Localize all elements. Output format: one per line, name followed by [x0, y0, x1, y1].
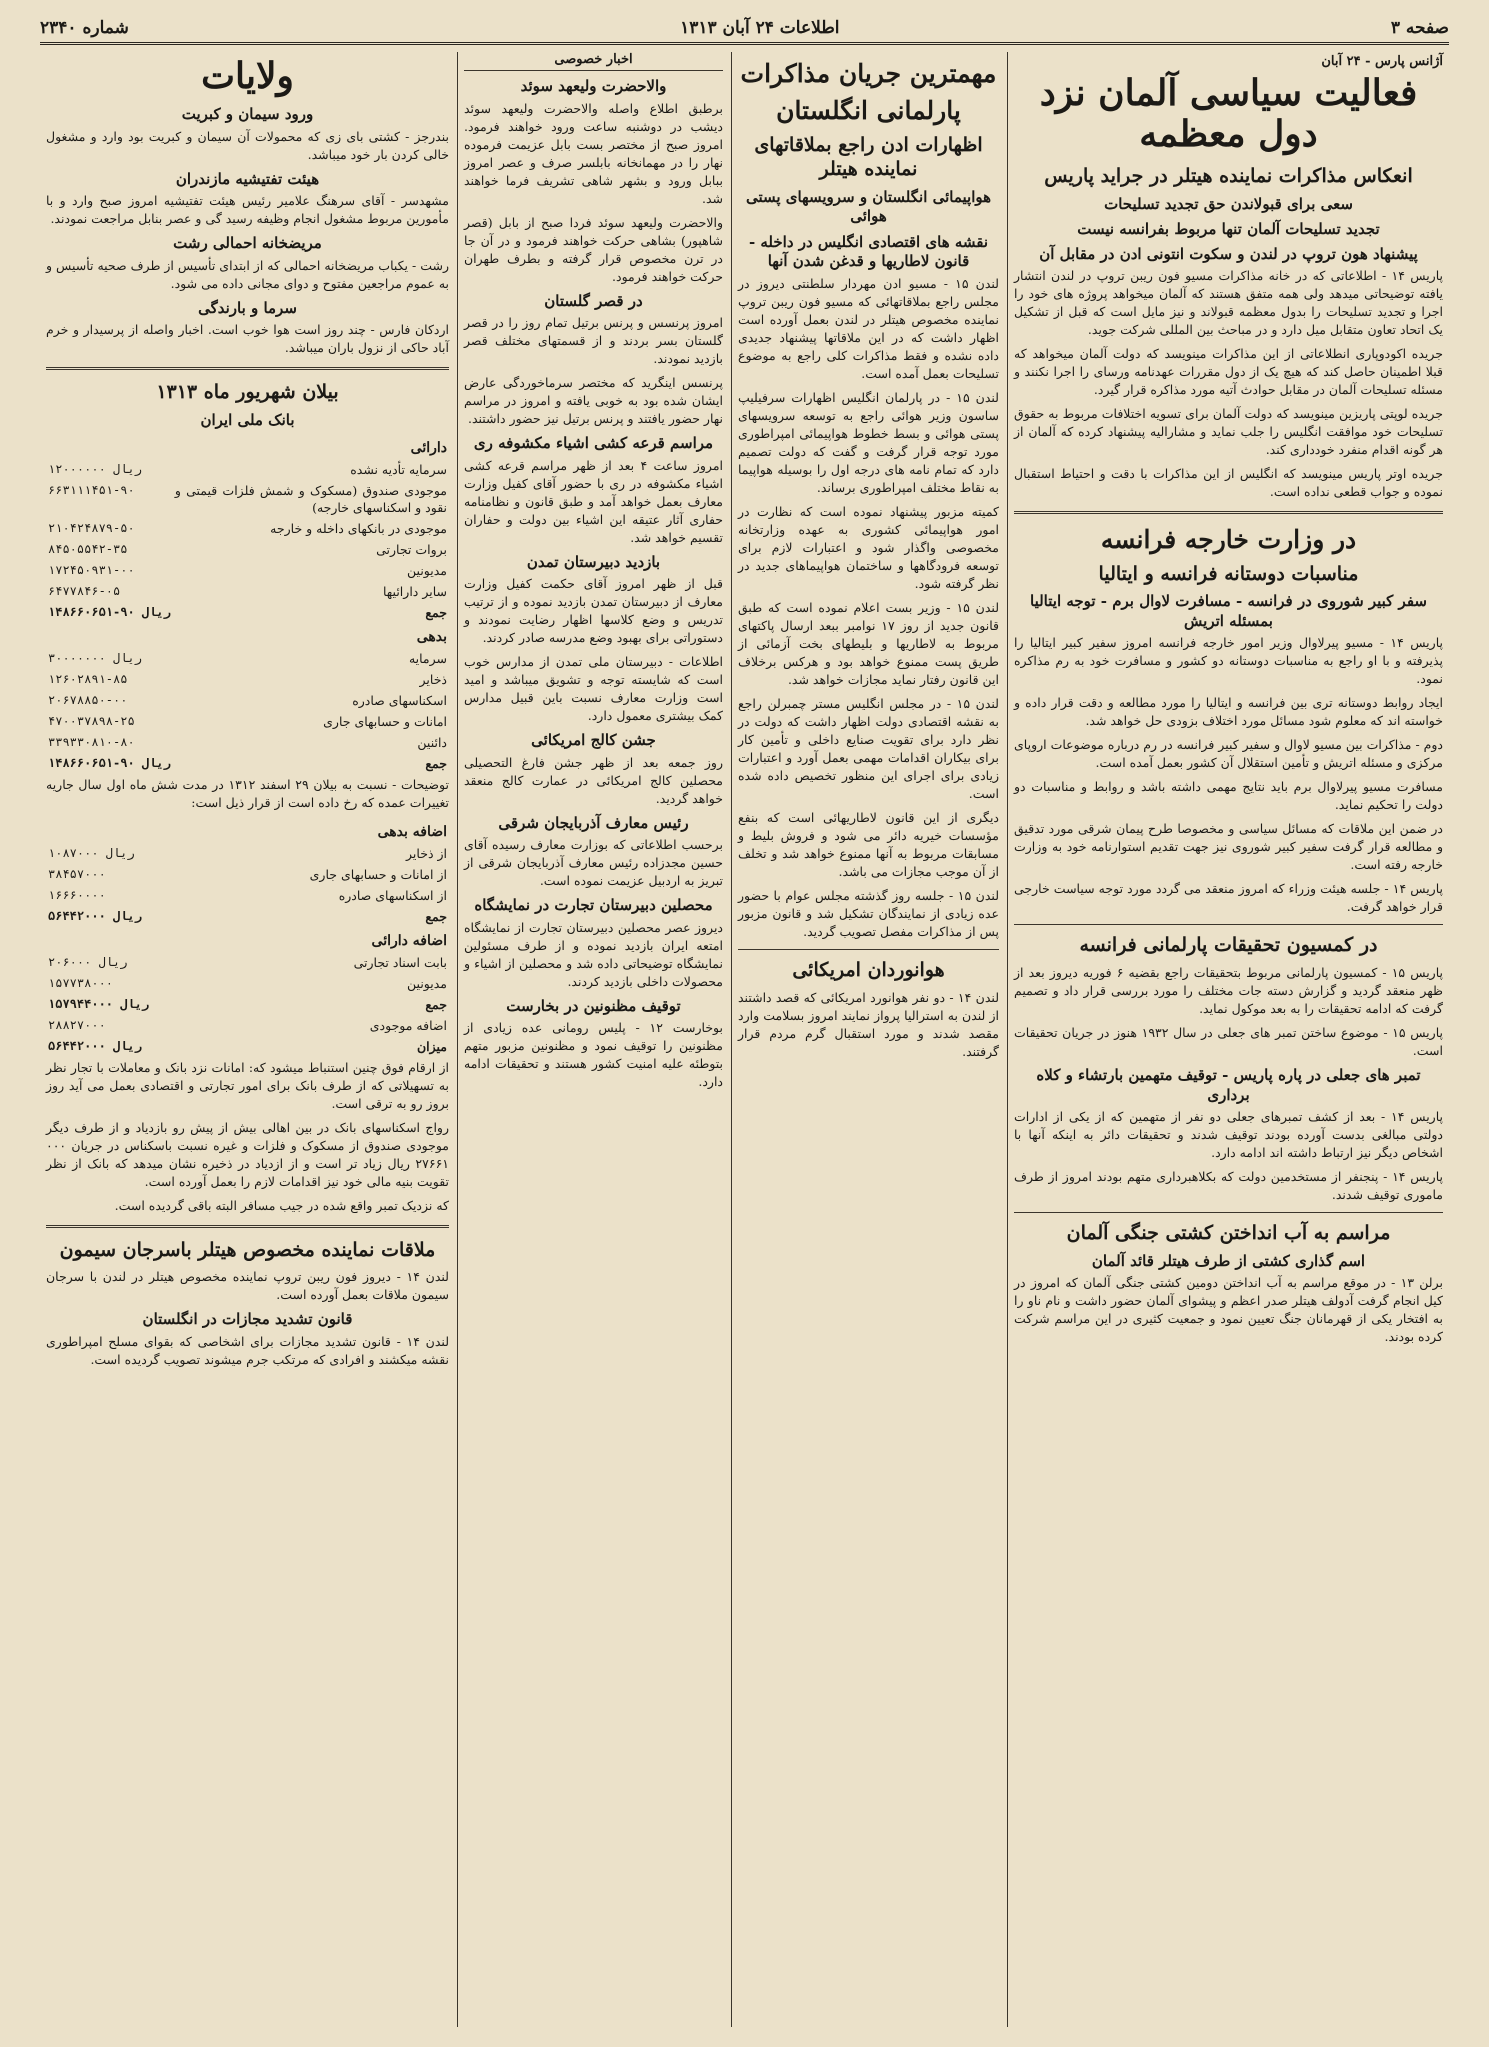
table-row: جمع ۱۵۷۹۴۴۰۰۰ ریال	[48, 996, 447, 1012]
article-paragraph: والاحضرت ولیعهد سوئد فردا صبح از بابل (قصر شاهپور) بشاهی حرکت خواهند فرمود و در آن جا در ترن مخصوص قرار گرفته و بطرف طهران حرکت خواهند فرمود.	[464, 214, 723, 284]
divider	[46, 367, 449, 370]
table-row: سرمایه تأدیه نشده ۱۲۰۰۰۰۰۰ ریال	[48, 461, 447, 477]
subhead-hitler-naming: اسم گذاری کشتی از طرف هیتلر قائد آلمان	[1091, 1251, 1366, 1270]
headline-parliament-line1: مهمترین جریان مذاکرات	[740, 59, 997, 88]
liabilities-table	[46, 623, 449, 774]
subhead-paris-press: انعکاس مذاکرات نماینده هیتلر در جراید پاریس	[1044, 164, 1413, 187]
article-paragraph: جریده لوپتی پاریزین مینویسد که دولت آلمان برای تسویه اختلافات مربوط به حقوق تسلیحات خود موافقت انگلیس را جلب نماید و مشارالیه پیشنهاد کرده که آلمان از هر گونه اقدام منفرد خودداری کند.	[1014, 406, 1443, 458]
table-row: جمع ۱۴۸۶۶۰۶۵۱-۹۰ ریال	[48, 755, 447, 771]
table-row: میزان ۵۶۴۴۲۰۰۰ ریال	[48, 1038, 447, 1054]
article-paragraph: برطبق اطلاع واصله والاحضرت ولیعهد سوئد دیشب در دوشنبه ساعت ورود خواهند فرمود. امروز صبح از مختصر بست بابل عزیمت فرموده نهار را در مهمانخانه بابلسر صرف و عصر امروز ببابل ورود و بشهر شاهی تشریف فرما خواهند شد.	[464, 100, 723, 206]
article-paragraph: لندن ۱۴ - دو نفر هوانورد امریکائی که قصد داشتند از لندن به استرالیا پرواز نمایند امروز بسلامت وارد مقصد شدند و مورد استقبال گرم مردم قرار گرفتند.	[738, 989, 999, 1059]
divider	[1014, 1212, 1443, 1213]
article-paragraph: در ضمن این ملاقات که مسائل سیاسی و مخصوصا طرح پیمان شرقی مورد تدقیق و مطالعه قرار گرفت سفیر کبیر شوروی نیز جهت تقدیم استوارنامه خود به وزارت خارجه رفته است.	[1014, 821, 1443, 873]
column-provinces	[40, 52, 455, 2027]
headline-lottery-rey: مراسم قرعه کشی اشیاء مکشوفه ری	[473, 434, 714, 452]
article-paragraph: که نزدیک تمبر واقع شده در جیب مسافر البته باقی گردیده است.	[114, 1197, 449, 1213]
divider	[738, 949, 999, 950]
article-paragraph: لندن ۱۵ - در پارلمان انگلیس اظهارات سرفیلیپ ساسون وزیر هوائی راجع به توسعه سرویسهای پستی هوائی و بسط خطوط هواپیمائی امپراطوری مورد توجه قرار گرفت و گفت که دولت تصمیم دارد که تمام نامه های درجه اول را بوسیله هواپیما به نقاط مختلف امپراطوری برساند.	[738, 389, 999, 495]
bank-balance-title: بیلان شهریور ماه ۱۳۱۳	[156, 381, 339, 404]
table-row: از ذخایر ۱۰۸۷۰۰۰ ریال	[48, 845, 447, 861]
headline-weather: سرما و بارندگی	[198, 298, 297, 317]
column-private-news	[457, 52, 729, 2027]
table-row: سایر دارائیها ۶۴۷۷۸۴۶-۰۵	[48, 583, 447, 599]
article-paragraph: مسافرت مسیو پیرلاوال برم باید نتایج مهمی داشته باشد و روابط و مناسبات دو دولت را تحکیم نماید.	[1014, 779, 1443, 813]
section-tag: اخبار خصوصی	[464, 52, 723, 71]
headline-inspection: هیئت تفتیشیه مازندران	[175, 169, 320, 188]
article-paragraph: لندن ۱۴ - دیروز فون ریبن تروپ نماینده مخصوص هیتلر در لندن با سرجان سیمون ملاقات بعمل آورده است.	[46, 1269, 449, 1303]
article-paragraph: دیگری از این قانون لاطاریهائی است که بنفع مؤسسات خیریه دائر می شود و فروش بلیط و مسابقات مربوط به آنها ممنوع خواهد شد و تخلف از آن موجب مجازات می باشد.	[738, 809, 999, 879]
headline-exhibition: محصلین دبیرستان تجارت در نمایشگاه	[474, 896, 713, 914]
article-paragraph: جریده اوتر پاریس مینویسد که انگلیس از این مذاکرات با دقت و احتیاط استقبال نموده و جواب قطعی نداده است.	[1014, 466, 1443, 500]
article-paragraph: پاریس ۱۴ - مسیو پیرلاوال وزیر امور خارجه فرانسه امروز سفیر کبیر ایتالیا را پذیرفته و با او راجع به مناسبات دوستانه دو کشور و مسافرت خود به رم مذاکره نمود.	[1014, 635, 1443, 687]
headline-american-aviators: هوانوردان امریکائی	[792, 958, 945, 981]
article-paragraph: پاریس ۱۵ - موضوع ساختن تمبر های جعلی در سال ۱۹۳۲ هنوز در جریان تحقیقات است.	[1014, 1025, 1443, 1059]
article-paragraph: دیروز عصر محصلین دبیرستان تجارت از نمایشگاه امتعه ایران بازدید نموده و از طرف مسئولین نمایشگاه توضیحاتی داده شد و محصلین از اشیاء و محصولات داخلی بازدید کردند.	[464, 919, 723, 989]
article-paragraph: جریده اکودوپاری انطلاعاتی از این مذاکرات مینویسد که دولت آلمان میخواهد که قبلا اطمینان حاصل کند که هیچ یک از دول مقررات عهدنامه ورسای را اجرا نکنند و مسئله تسلیحات آلمان در مقابل حوادث آتیه مورد مذاکره قرار گیرد.	[1014, 346, 1443, 398]
article-paragraph: رواج اسکناسهای بانک در بین اهالی بیش از پیش رو بازدیاد و از طرف دیگر موجودی صندوق از مسکوک و فلزات و غیره نسبت باسکناس در جریان ۰۰۰ ۲۷۶۶۱ ریال زیاد تر است و از ازدیاد در ذخیره نشان میدهد که بانک از نظر تقویت بنیه مالی خود نیز اقدامات لازم را بعمل آورده است.	[46, 1119, 449, 1189]
table-row: مدیونین ۱۵۷۷۳۸۰۰۰	[48, 975, 447, 991]
headline-bucharest: توقیف مظنونین در بخارست	[506, 996, 681, 1015]
headline-cement: ورود سیمان و کبریت	[181, 105, 314, 124]
article-paragraph: امروز ساعت ۴ بعد از ظهر مراسم قرعه کشی اشیاء مکشوفه در ری با حضور آقای کفیل وزارت معارف بعمل خواهد آمد و طبق قانون و نظامنامه حفاری آثار عتیقه این اشیاء بین دولت و حفاران تقسیم خواهد شد.	[464, 457, 723, 545]
headline-hospital: مریضخانه احمالی رشت	[173, 234, 322, 253]
article-paragraph: بوخارست ۱۲ - پلیس رومانی عده زیادی از مظنونین را توقیف نمود و مظنونین مزبور متهم بتوطئه علیه امنیت کشور هستند و تحقیقات ادامه دارد.	[464, 1020, 723, 1089]
headline-simon-meeting: ملاقات نماینده مخصوص هیتلر باسرجان سیمون	[59, 1238, 436, 1261]
subhead-ribbentrop: پیشنهاد هون تروپ در لندن و سکوت انتونی ادن در مقابل آن	[1039, 244, 1418, 263]
table-row: موجودی صندوق (مسکوک و شمش فلزات قیمتی و نقود و اسکناسهای خارجه) ۶۶۳۱۱۱۴۵۱-۹۰	[48, 482, 447, 515]
headline-tamadon-visit: بازدید دبیرستان تمدن	[526, 552, 661, 571]
article-paragraph: مشهدسر - آقای سرهنگ علامیر رئیس هیئت تفتیشیه امروز صبح وارد و با مأمورین مربوط مشغول انجام وظیفه رسید گی و عصر بنابل مراجعت نمودند.	[46, 193, 449, 227]
article-paragraph: رشت - یکباب مریضخانه احمالی که از ابتدای تأسیس از طرف صحیه تأسیس و به عموم مراجعین مفتوح و دوای مجانی داده می شود.	[46, 257, 449, 291]
article-paragraph: برلن ۱۳ - در موقع مراسم به آب انداختن دومین کشتی جنگی آلمان که امروز در کیل انجام گرفت آدولف هیتلر صدر اعظم و پیشوای آلمان حضور داشت و نام ناو را به افتخار یکی از قهرمانان جنگ تعیین نمود و جمعیت کثیری در این مراسم شرکت کرده بودند.	[1014, 1275, 1443, 1345]
table-row: جمع ۵۶۴۴۲۰۰۰ ریال	[48, 908, 447, 924]
increase-assets-table: اضافه دارائی بابت اسناد تجارتی ۲۰۶۰۰۰ ریال مدیونین ۱۵۷۷۳۸۰۰۰ جمع ۱۵۷۹۴۴۰۰۰ ریال اضافه موجودی ۲۸۸۲۷۰۰۰ میزان ۵۶۴۴۲۰۰۰ ریال	[46, 927, 449, 1057]
article-paragraph: کمیته مزبور پیشنهاد نموده است که نظارت در امور هواپیمائی کشوری به عهده وزارتخانه مخصوصی واگذار شود و اعتبارات لازم برای توسعه فرودگاهها و ساختمان هواپیماهای جدید در نظر گرفته شود.	[738, 503, 999, 591]
subhead-eden: اظهارات ادن راجع بملاقاتهای نماینده هیتلر	[754, 133, 983, 181]
table-row: اضافه موجودی ۲۸۸۲۷۰۰۰	[48, 1017, 447, 1033]
article-paragraph: روز جمعه بعد از ظهر جشن فارغ التحصیلی محصلین کالج امریکائی در عمارت کالج منعقد خواهد گردید.	[464, 754, 723, 806]
article-paragraph: پاریس ۱۴ - اطلاعاتی که در خانه مذاکرات مسیو فون ریبن تروپ در لندن انتشار یافته توضیحاتی میدهد ولی همه متفق هستند که آلمان میخواهد پروژه های خود را اجرا و تجدید تسلیحات را بدول معظمه قبولاند و نیز مایل است که قبل از تشکیل یک اتحاد تعاون متقابل میل دارد و در مباحث بین المللی شرکت جوید.	[1014, 268, 1443, 338]
table-row: اسکناسهای صادره ۲۰۶۷۸۸۵۰-۰۰	[48, 692, 447, 708]
table-row: امانات و حسابهای جاری ۴۷۰۰۳۷۸۹۸-۲۵	[48, 713, 447, 729]
article-paragraph: ایجاد روابط دوستانه تری بین فرانسه و ایتالیا را مورد مطالعه و دقت قرار داده و خواسته اند که معلوم شود مسائل مورد اختلاف بزودی حل خواهد شد.	[1014, 695, 1443, 729]
divider	[1014, 511, 1443, 514]
agency-tag: آژانس پارس - ۲۴ آبان	[1321, 54, 1443, 69]
article-paragraph: بندرجز - کشتی بای زی که محمولات آن سیمان و کبریت بود وارد و مشغول خالی کردن بار خود میباشد.	[46, 128, 449, 162]
headline-fake-stamps: تمبر های جعلی در پاره پاریس - توقیف متهمین بارتشاء و کلاه برداری	[1036, 1066, 1421, 1104]
article-paragraph: پاریس ۱۴ - بعد از کشف تمبرهای جعلی دو نفر از متهمین که از یکی از ادارات دولتی مبالغی بدست آورده بودند توقیف شدند و تحقیقات دائر به اینکه آنها با اشخاص دیگر نیز ارتباط داشته اند ادامه دارد.	[1014, 1109, 1443, 1161]
table-row: ذخایر ۱۲۶۰۲۸۹۱-۸۵	[48, 671, 447, 687]
article-paragraph: برحسب اطلاعاتی که بوزارت معارف رسیده آقای حسین مجدزاده رئیس معارف آذربایجان شرقی از تبریز به اردبیل عزیمت نموده است.	[464, 837, 723, 888]
article-paragraph: پاریس ۱۴ - جلسه هیئت وزراء که امروز منعقد می گردد مورد توجه سیاست خارجی قرار خواهد گرفت.	[1014, 881, 1444, 915]
article-paragraph: از ارقام فوق چنین استنباط میشود که: امانات نزد بانک و معاملات با تجار نظر به تسهیلاتی که از طرف بانک برای امور تجارتی و اقتصادی بعمل می آید روز بروز رو به ترقی است.	[46, 1059, 449, 1111]
table-row: جمع ۱۴۸۶۶۰۶۵۱-۹۰ ریال	[48, 604, 447, 620]
article-paragraph: اردکان فارس - چند روز است هوا خوب است. اخبار واصله از پرسیدار و خرم آباد حاکی از نزول باران میباشد.	[46, 322, 449, 356]
headline-warship: مراسم به آب انداختن کشتی جنگی آلمان	[1066, 1222, 1391, 1245]
headline-penalty-law: قانون تشدید مجازات در انگلستان	[142, 1310, 353, 1329]
subhead-not-only-france: تجدید تسلیحات آلمان تنها مربوط بفرانسه نیست	[1077, 219, 1380, 238]
table-row: از اسکناسهای صادره ۱۶۶۶۰۰۰۰	[48, 887, 447, 903]
subhead-france-italy: مناسبات دوستانه فرانسه و ایتالیا	[1098, 562, 1359, 585]
headline-crown-prince: والاحضرت ولیعهد سوئد	[520, 77, 667, 95]
article-paragraph: امروز پرنسس و پرنس برتیل تمام روز را در قصر گلستان بسر بردند و از قسمتهای مختلف قصر بازدید نمودند.	[464, 315, 723, 366]
article-paragraph: قبل از ظهر امروز آقای حکمت کفیل وزارت معارف از دبیرستان تمدن بازدید نموده و از ترتیب تدریس و وضع کلاسها اظهار رضایت نمودند و دستوراتی برای بهبود وضع مدرسه صادر کردند.	[464, 576, 723, 645]
table-row: سرمایه ۳۰۰۰۰۰۰۰ ریال	[48, 650, 447, 666]
article-paragraph: لندن ۱۴ - قانون تشدید مجازات برای اشخاصی که بقوای مسلح امپراطوری نقشه میکشند و افرادی که مرتکب جرم میشوند تصویب گردیده است.	[46, 1333, 449, 1367]
column-parliament	[731, 52, 1005, 2027]
issue-number: شماره ۲۳۴۰	[40, 18, 129, 38]
article-paragraph: لندن ۱۵ - وزیر بست اعلام نموده است که طبق قانون جدید از روز ۱۷ نوامبر ببعد ارسال پاکتهای مربوط به لاطاریها و بلیطهای بخت آزمائی از طریق پست ممنوع خواهد بود و هرکس برخلاف این قانون رفتار نماید مجازات خواهد شد.	[738, 599, 999, 687]
column-germany	[1007, 52, 1449, 2027]
balance-note: توضیحات - نسبت به بیلان ۲۹ اسفند ۱۳۱۲ در مدت شش ماه اول سال جاریه تغییرات عمده که رخ داده است از قرار ذیل است:	[46, 776, 449, 810]
article-paragraph: لندن ۱۵ - در مجلس انگلیس مستر چمبرلن راجع به نقشه اقتصادی دولت اظهار داشت که دولت در نظر دارد برای تقویت صنایع داخلی و تأمین کار برای بیکاران اقدامات مهمی بعمل آورد و اعتبارات زیادی برای اجرای این منظور تخصیص داده شده است.	[738, 695, 999, 801]
divider	[1014, 924, 1443, 925]
table-row: موجودی در بانکهای داخله و خارجه ۲۱۰۴۲۴۸۷۹-۵۰	[48, 520, 447, 536]
liabilities-heading: بدهی	[416, 628, 447, 645]
table-row: دائنین ۳۳۹۳۳۰۸۱۰-۸۰	[48, 734, 447, 750]
increase-liabilities-table: اضافه بدهی از ذخایر ۱۰۸۷۰۰۰ ریال از امانات و حسابهای جاری ۳۸۴۵۷۰۰۰ از اسکناسهای صادره ۱۶۶۶۰۰۰۰ جمع ۵۶۴۴۲۰۰۰ ریال	[46, 818, 449, 927]
table-row: بروات تجارتی ۸۴۵۰۵۵۴۲-۳۵	[48, 541, 447, 557]
divider	[46, 1225, 449, 1228]
headline-azerbaijan: رئیس معارف آذربایجان شرقی	[498, 813, 689, 832]
page-number: صفحه ۳	[1390, 18, 1449, 38]
article-paragraph: اطلاعات - دبیرستان ملی تمدن از مدارس خوب است که شایسته توجه و تشویق میباشد و امید است وزارت معارف نسبت باین قبیل مدارس کمک بیشتری معمول دارد.	[464, 654, 723, 723]
article-paragraph: پرنسس اینگرید که مختصر سرماخوردگی عارض ایشان شده بود به خوبی یافته و امروز در مراسم نهار حضور یافتند و پرنس برتیل نیز حضور داشتند.	[464, 375, 723, 426]
article-paragraph: پاریس ۱۴ - پنجنفر از مستخدمین دولت که بکلاهبرداری متهم بودند امروز از طرف ماموری توقیف شدند.	[1014, 1169, 1443, 1203]
masthead	[40, 14, 1449, 45]
table-row: مدیونین ۱۷۲۴۵۰۹۳۱-۰۰	[48, 562, 447, 578]
paper-date: اطلاعات ۲۴ آبان ۱۳۱۳	[680, 18, 840, 38]
headline-college: جشن کالج امریکائی	[531, 731, 656, 749]
table-row: از امانات و حسابهای جاری ۳۸۴۵۷۰۰۰	[48, 866, 447, 882]
headline-golestan: در قصر گلستان	[544, 291, 643, 310]
headline-provinces: ولایات	[201, 55, 294, 97]
assets-table	[46, 434, 449, 623]
article-paragraph: دوم - مذاکرات بین مسیو لاوال و سفیر کبیر فرانسه در رم درباره موضوعات اروپای مرکزی و مسئله اتریش و تأمین استقلال آن کشور بعمل آمده است.	[1014, 737, 1443, 771]
article-paragraph: لندن ۱۵ - مسیو ادن مهردار سلطنتی دیروز در مجلس راجع بملاقاتهائی که مسیو فون ریبن تروپ نماینده مخصوص هیتلر در لندن بعمل آورده است اظهار داشت که در این ملاقاتها پیشنهاد جدیدی داده نشده و فقط مذاکرات کلی راجع به موضوع تسلیحات بعمل آمده است.	[738, 275, 999, 381]
subhead-soviet-ambassador: سفر کبیر شوروی در فرانسه - مسافرت لاوال برم - توجه ایتالیا بمسئله اتریش	[1030, 592, 1427, 630]
bank-name: بانک ملی ایران	[200, 411, 295, 430]
subhead-aviation: هواپیمائی انگلستان و سرویسهای پستی هوائی	[745, 187, 992, 226]
table-row: بابت اسناد تجارتی ۲۰۶۰۰۰ ریال	[48, 954, 447, 970]
article-paragraph: لندن ۱۵ - جلسه روز گذشته مجلس عوام با حضور عده زیادی از نمایندگان تشکیل شد و قانون مزبور پس از مذاکرات مفصل تصویب گردید.	[738, 887, 999, 939]
assets-heading: دارائی	[410, 439, 447, 456]
headline-germany: فعالیت سیاسی آلمان نزد دول معظمه	[1039, 72, 1418, 156]
subhead-armament: سعی برای قبولاندن حق تجدید تسلیحات	[1104, 195, 1353, 214]
subhead-lotteries: نقشه های اقتصادی انگلیس در داخله - قانون لاطاریها و قدغن شدن آنها	[748, 232, 989, 271]
headline-commission: در کمسیون تحقیقات پارلمانی فرانسه	[1079, 934, 1378, 957]
headline-parliament-line2: پارلمانی انگلستان	[776, 96, 961, 126]
article-paragraph: پاریس ۱۵ - کمسیون پارلمانی مربوط بتحقیقات راجع بقضیه ۶ فوریه دیروز بعد از ظهر منعقد گردید و گزارش دسته جات مختلف را مورد بررسی قرار داد و تصمیم گرفت که ادامه تحقیقات را به بعد موکول نماید.	[1014, 965, 1444, 1017]
headline-french-ministry: در وزارت خارجه فرانسه	[1100, 525, 1357, 555]
